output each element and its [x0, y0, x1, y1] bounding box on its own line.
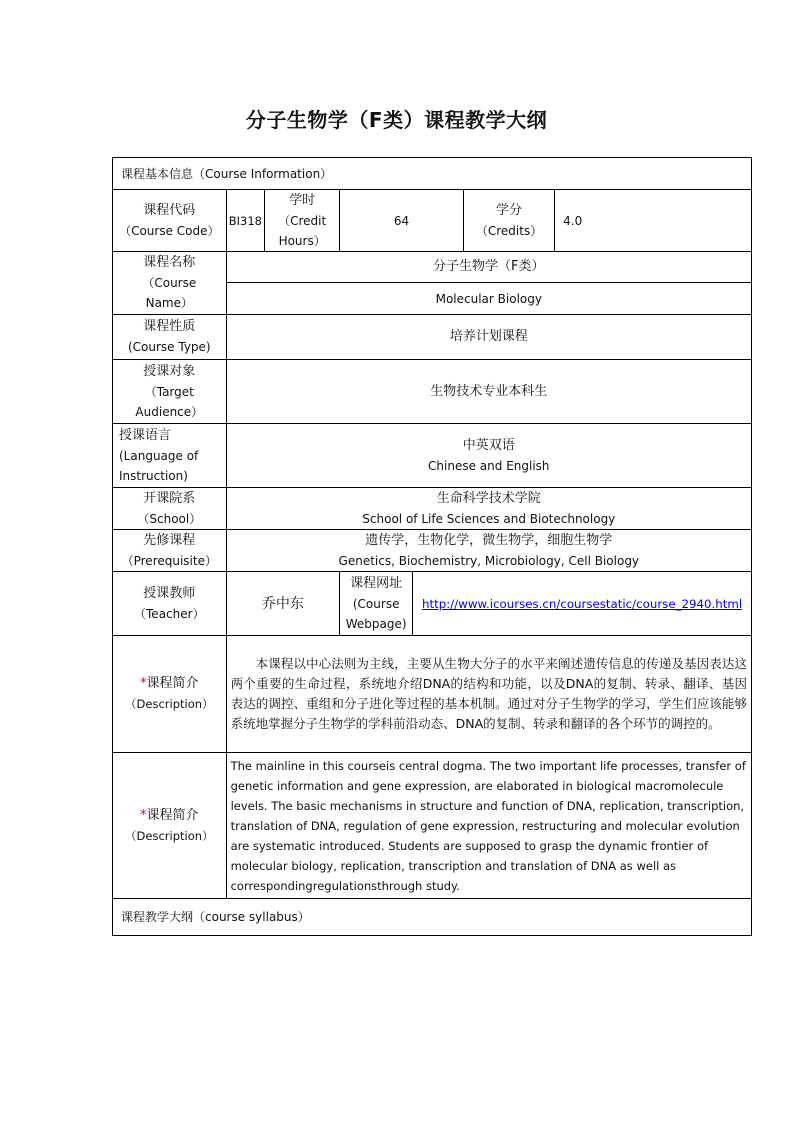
- webpage-label-cn: 课程网址: [350, 575, 403, 591]
- prerequisite-label-cn: 先修课程: [143, 532, 196, 548]
- course-code-label: [113, 190, 227, 252]
- course-type-label-cn: 课程性质: [143, 319, 196, 334]
- prerequisite-row: [113, 530, 752, 572]
- language-label: [113, 424, 227, 488]
- description-cn-text: 本课程以中心法则为主线，主要从生物大分子的水平来阐述遗传信息的传递及基因表达这两个重要的生命过程，系统地介绍DNA的结构和功能，以及DNA的复制、转录、翻译、基因表达的调控、重组和分子进化等过程的基本机制。通过对分子生物学的学习，学生们应该能够系统地掌握分子生物学的学科前沿动态、DNA的复制、转录和翻译的各个环节的调控的。: [226, 636, 751, 753]
- description-en-label: [113, 753, 227, 899]
- school-label-en: （School）: [137, 511, 202, 526]
- credits-label-cn: 学分: [496, 202, 523, 218]
- course-type-value: 培养计划课程: [226, 315, 751, 360]
- prerequisite-value-en: Genetics, Biochemistry, Microbiology, Cell Biology: [338, 553, 640, 568]
- webpage-cell: [340, 572, 752, 636]
- course-code-label-cn: 课程代码: [143, 202, 196, 218]
- credits-label: [463, 190, 554, 252]
- language-value: [226, 424, 751, 488]
- required-star: *: [140, 807, 147, 823]
- school-label-cn: 开课院系: [143, 490, 196, 506]
- course-name-label-cn: 课程名称: [143, 255, 196, 270]
- course-info-header: 课程基本信息（Course Information）: [113, 158, 752, 190]
- description-cn-row: [113, 636, 752, 753]
- teacher-label: [113, 572, 227, 636]
- teacher-label-en: （Teacher）: [134, 606, 205, 621]
- webpage-label: [340, 572, 413, 635]
- course-info-header-row: [113, 158, 752, 190]
- syllabus-header-row: [113, 899, 752, 936]
- school-row: [113, 488, 752, 530]
- description-cn-label: [113, 636, 227, 753]
- required-star: *: [140, 676, 147, 691]
- school-label: [113, 488, 227, 530]
- prerequisite-value-cn: 遗传学，生物化学，微生物学，细胞生物学: [365, 532, 613, 548]
- credits-label-en: （Credits）: [475, 223, 543, 238]
- audience-label-en-1: （Target: [144, 384, 194, 399]
- credit-hours-value: 64: [340, 190, 464, 252]
- school-value: [226, 488, 751, 530]
- audience-label-en-2: Audience）: [135, 404, 204, 419]
- course-name-label-en-1: （Course: [142, 276, 197, 290]
- school-value-cn: 生命科学技术学院: [436, 490, 541, 506]
- language-label-en-1: (Language of: [119, 448, 199, 463]
- language-row: [113, 424, 752, 488]
- audience-row: [113, 360, 752, 424]
- webpage-link-wrap: [413, 572, 751, 635]
- teacher-value: 乔中东: [226, 572, 340, 636]
- description-cn-label-cn: 课程简介: [146, 676, 199, 691]
- course-code-label-en: （Course Code）: [119, 223, 220, 238]
- credit-hours-label: [265, 190, 340, 252]
- description-en-text: The mainline in this courseis central dogma. The two important life processes, transfer of genetic information and gene expression, are elaborated in biological macromolecule levels. The basic mechanisms in structure and function of DNA, replication, transcription, translation of DNA, regulation of gene expression, restructuring and molecular evolution are systematic introduced. Students are supposed to grasp the dynamic frontier of molecular biology, replication, transcription and translation of DNA as well as correspondingregulationsthrough study.: [226, 753, 751, 899]
- audience-value: 生物技术专业本科生: [226, 360, 751, 424]
- school-value-en: School of Life Sciences and Biotechnology: [362, 511, 616, 526]
- audience-label: [113, 360, 227, 424]
- language-value-cn: 中英双语: [462, 437, 515, 453]
- description-en-label-cn: 课程简介: [146, 807, 199, 823]
- description-en-row: [113, 753, 752, 899]
- webpage-label-en-2: Webpage): [345, 616, 407, 631]
- course-name-label: [113, 252, 227, 315]
- course-webpage-link[interactable]: http://www.icourses.cn/coursestatic/course_2940.html: [422, 596, 743, 611]
- prerequisite-label: [113, 530, 227, 572]
- credits-value: 4.0: [555, 190, 752, 252]
- credit-hours-label-cn: 学时: [289, 192, 316, 208]
- course-name-value-cn: 分子生物学（F类）: [226, 252, 751, 283]
- credit-hours-label-en-1: （Credit: [278, 213, 327, 228]
- language-label-cn: 授课语言: [119, 427, 172, 443]
- audience-label-cn: 授课对象: [143, 363, 196, 379]
- course-name-label-en-2: Name）: [145, 296, 193, 310]
- teacher-row: [113, 572, 752, 636]
- syllabus-header: 课程教学大纲（course syllabus）: [113, 899, 752, 936]
- prerequisite-label-en: （Prerequisite）: [121, 553, 217, 568]
- description-cn-label-en: （Description）: [125, 697, 214, 711]
- course-type-label-en: (Course Type): [127, 340, 211, 354]
- webpage-label-en-1: (Course: [352, 596, 400, 611]
- course-type-label: [113, 315, 227, 360]
- language-value-en: Chinese and English: [428, 458, 550, 473]
- course-code-value: BI318: [226, 190, 265, 252]
- page-title: 分子生物学（F类）课程教学大纲: [245, 108, 548, 132]
- course-info-table: [112, 157, 752, 936]
- course-name-value-en: Molecular Biology: [226, 283, 751, 315]
- teacher-label-cn: 授课教师: [143, 585, 196, 601]
- description-en-label-en: （Description）: [125, 828, 214, 843]
- course-code-row: [113, 190, 752, 252]
- prerequisite-value: [226, 530, 751, 572]
- language-label-en-2: Instruction): [119, 468, 188, 483]
- course-type-row: [113, 315, 752, 360]
- credit-hours-label-en-2: Hours）: [278, 233, 326, 248]
- course-name-row-cn: [113, 252, 752, 283]
